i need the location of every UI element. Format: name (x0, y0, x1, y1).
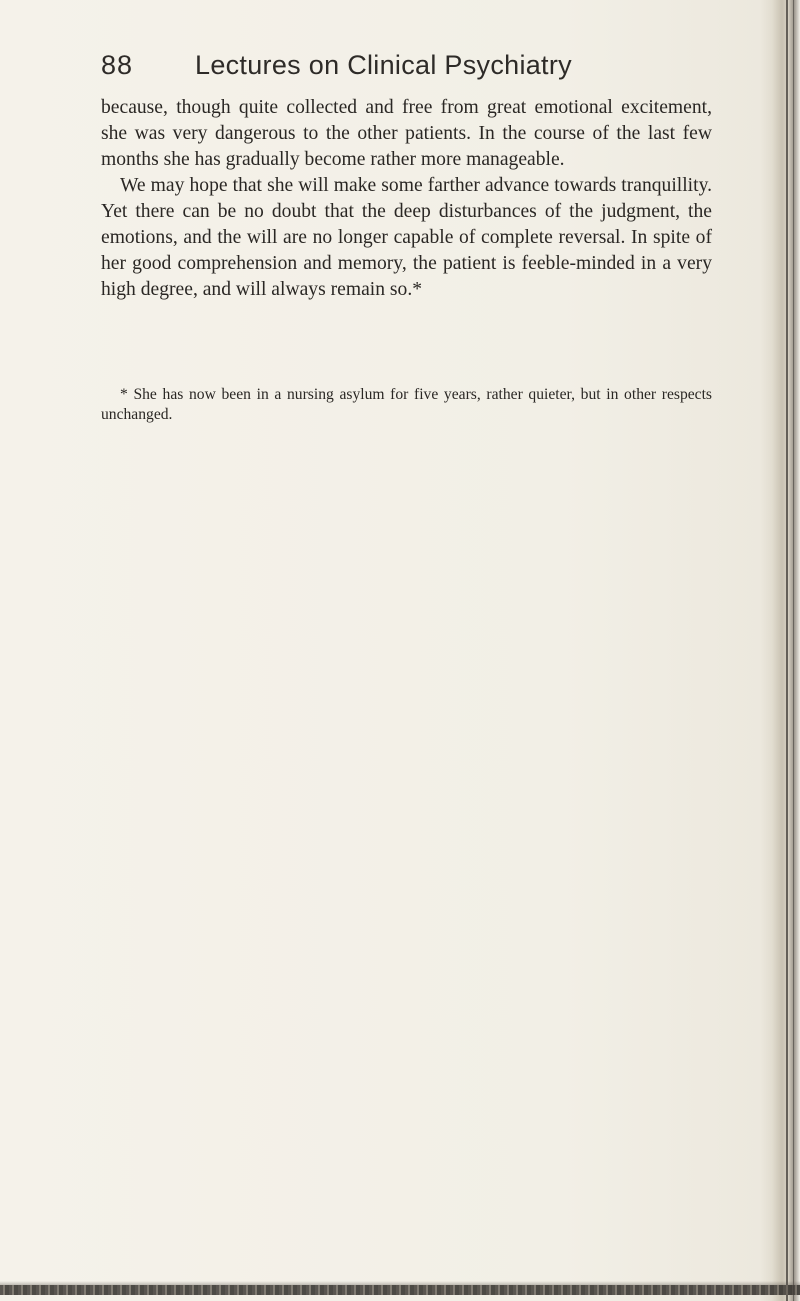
bottom-edge-band (0, 1285, 800, 1295)
book-edge (760, 0, 800, 1301)
paragraph-continued: because, though quite collected and free from great emotional excitement, she was very dangerous to the other patients. In the course of the last few months she has gradually become rather more manageable. (101, 97, 712, 170)
page-number: 88 (101, 50, 134, 80)
paragraph-conclusion: We may hope that she will make some farther advance towards tranquillity. Yet there can be no doubt that the deep disturbances of the judgment, the emotions, and the will are no longer capable of complete reversal. In spite of her good comprehension and memory, the patient is feeble-minded in a very high degree, and will always remain so.* (101, 175, 712, 300)
edge-line (793, 0, 794, 1301)
footnote: * She has now been in a nursing asylum for five years, rather quieter, but in other respects unchanged. (101, 385, 712, 423)
running-title: Lectures on Clinical Psychiatry (195, 50, 572, 80)
running-head (101, 50, 741, 92)
edge-line (786, 0, 788, 1301)
body-text (101, 95, 712, 303)
